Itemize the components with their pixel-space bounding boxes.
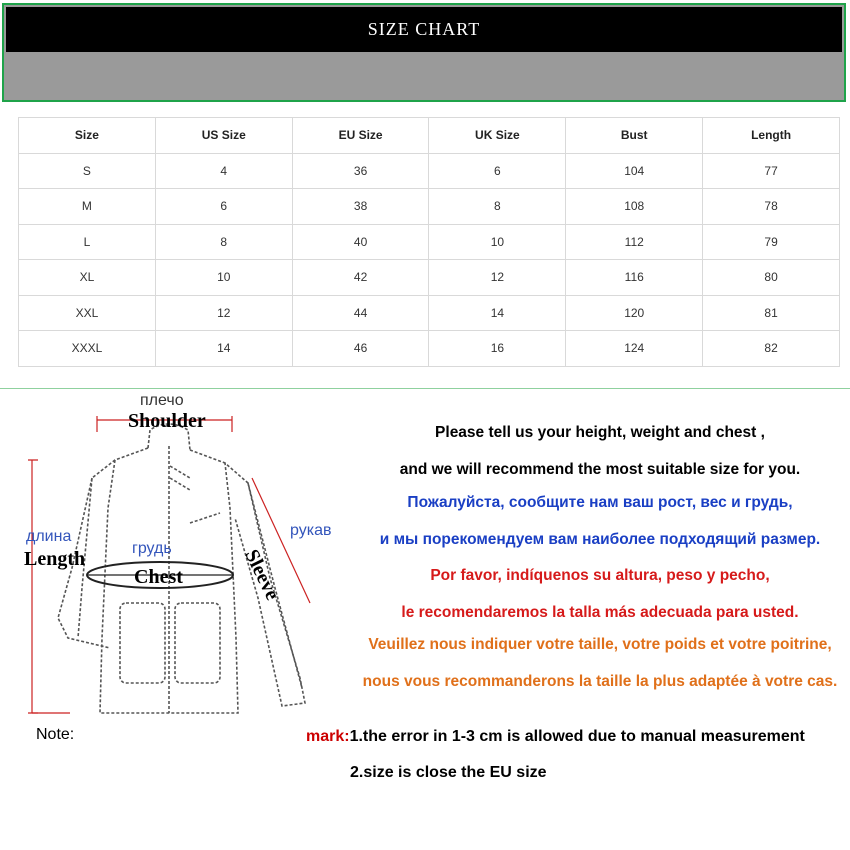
table-cell: 42 bbox=[292, 260, 429, 296]
message-line: Please tell us your height, weight and chest , bbox=[435, 424, 765, 441]
note-line-1 bbox=[306, 728, 805, 746]
table-cell: 81 bbox=[703, 295, 840, 331]
column-header: US Size bbox=[155, 118, 292, 154]
column-header: Size bbox=[19, 118, 156, 154]
table-cell: S bbox=[19, 153, 156, 189]
length-label: Length bbox=[24, 548, 86, 570]
table-cell: 124 bbox=[566, 331, 703, 367]
table-cell: 6 bbox=[155, 189, 292, 225]
table-cell: 78 bbox=[703, 189, 840, 225]
message-line: le recomendaremos la talla más adecuada para usted. bbox=[401, 604, 799, 621]
table-cell: 80 bbox=[703, 260, 840, 296]
table-cell: 46 bbox=[292, 331, 429, 367]
table-row bbox=[19, 295, 840, 331]
table-cell: 82 bbox=[703, 331, 840, 367]
jacket-measurement-diagram bbox=[20, 388, 350, 728]
table-row bbox=[19, 331, 840, 367]
table-cell: 8 bbox=[429, 189, 566, 225]
chest-label: Chest bbox=[134, 566, 183, 588]
column-header: EU Size bbox=[292, 118, 429, 154]
table-cell: 14 bbox=[155, 331, 292, 367]
table-cell: 108 bbox=[566, 189, 703, 225]
note-label: Note: bbox=[36, 726, 75, 743]
table-cell: 12 bbox=[429, 260, 566, 296]
table-cell: 36 bbox=[292, 153, 429, 189]
size-chart-header bbox=[2, 3, 846, 102]
message-line: и мы порекомендуем вам наиболее подходящий размер. bbox=[379, 531, 821, 548]
table-cell: 120 bbox=[566, 295, 703, 331]
column-header: Bust bbox=[566, 118, 703, 154]
table-cell: 16 bbox=[429, 331, 566, 367]
column-header: Length bbox=[703, 118, 840, 154]
shoulder-label: Shoulder bbox=[128, 410, 206, 432]
size-table bbox=[18, 117, 840, 367]
table-cell: 44 bbox=[292, 295, 429, 331]
table-row bbox=[19, 189, 840, 225]
table-row bbox=[19, 260, 840, 296]
table-cell: XXL bbox=[19, 295, 156, 331]
size-chart-title: SIZE CHART bbox=[6, 7, 842, 52]
table-cell: 79 bbox=[703, 224, 840, 260]
table-cell: 4 bbox=[155, 153, 292, 189]
sleeve-ru-label: рукав bbox=[290, 522, 332, 539]
table-cell: 10 bbox=[155, 260, 292, 296]
table-cell: 77 bbox=[703, 153, 840, 189]
sleeve-label: Sleeve bbox=[240, 546, 284, 604]
table-cell: 38 bbox=[292, 189, 429, 225]
shoulder-ru-label: плечо bbox=[140, 392, 184, 409]
message-line: and we will recommend the most suitable size for you. bbox=[399, 461, 801, 478]
table-header-row bbox=[19, 118, 840, 154]
table-cell: 14 bbox=[429, 295, 566, 331]
table-cell: M bbox=[19, 189, 156, 225]
table-cell: 6 bbox=[429, 153, 566, 189]
table-cell: 10 bbox=[429, 224, 566, 260]
column-header: UK Size bbox=[429, 118, 566, 154]
mark-label: mark: bbox=[306, 728, 350, 745]
table-cell: XXXL bbox=[19, 331, 156, 367]
message-line: Por favor, indíquenos su altura, peso y pecho, bbox=[430, 567, 770, 584]
table-cell: 8 bbox=[155, 224, 292, 260]
message-line: nous vous recommanderons la taille la plus adaptée à votre cas. bbox=[362, 673, 838, 690]
table-cell: 40 bbox=[292, 224, 429, 260]
message-line: Пожалуйста, сообщите нам ваш рост, вес и грудь, bbox=[407, 494, 793, 511]
table-row bbox=[19, 224, 840, 260]
table-cell: XL bbox=[19, 260, 156, 296]
table-row bbox=[19, 153, 840, 189]
note-line-2: 2.size is close the EU size bbox=[350, 764, 547, 781]
table-cell: 112 bbox=[566, 224, 703, 260]
length-ru-label: длина bbox=[26, 528, 72, 545]
message-line: Veuillez nous indiquer votre taille, votre poids et votre poitrine, bbox=[368, 636, 832, 653]
table-cell: 116 bbox=[566, 260, 703, 296]
note-line-1-text: 1.the error in 1-3 cm is allowed due to manual measurement bbox=[349, 728, 805, 745]
chest-ru-label: грудь bbox=[132, 540, 172, 557]
table-cell: 12 bbox=[155, 295, 292, 331]
table-cell: 104 bbox=[566, 153, 703, 189]
table-cell: L bbox=[19, 224, 156, 260]
